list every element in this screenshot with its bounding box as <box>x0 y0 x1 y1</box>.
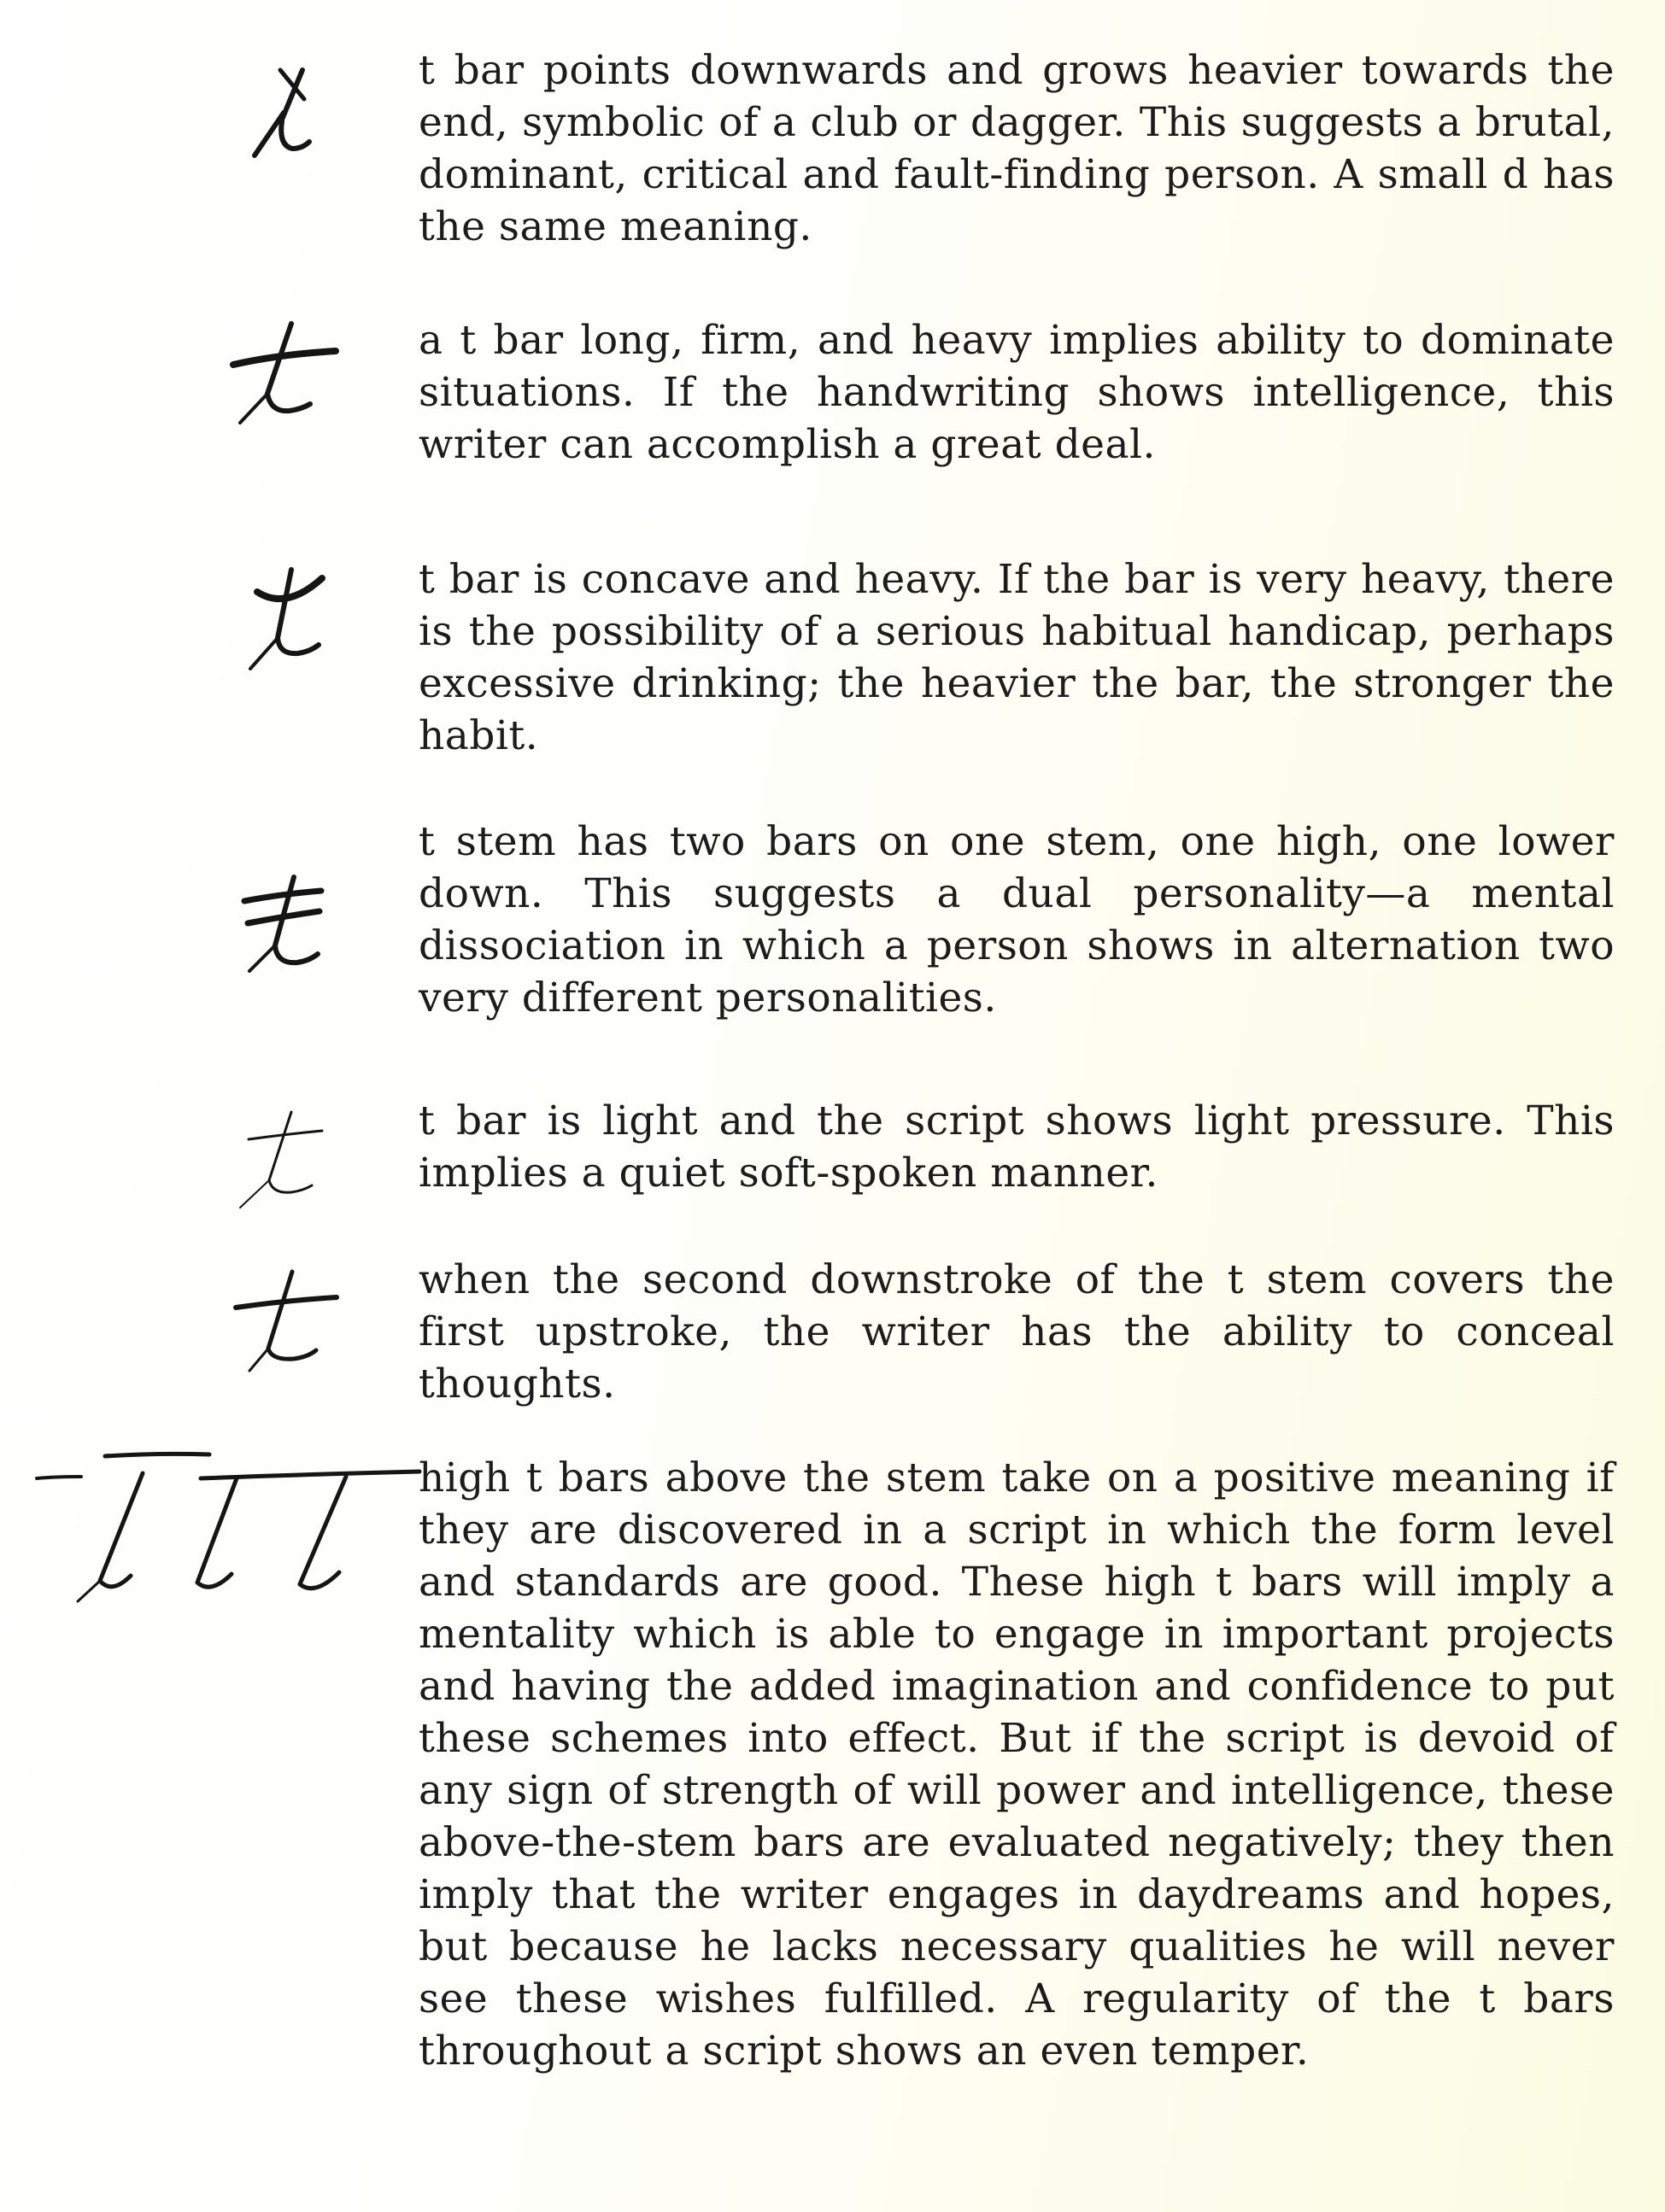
dagger-t-bar-icon <box>231 60 342 171</box>
covered-stem-t-icon <box>220 1260 349 1379</box>
entry-dagger-t-bar <box>419 44 1615 253</box>
light-t-bar-icon <box>218 1102 337 1213</box>
entry-concave-t-bar <box>419 553 1615 762</box>
entry-text: high t bars above the stem take on a positive meaning if they are discovered in a script in which the form level and standards are good. These high t bars will imply a mentality which is able to engage in important projects and having the added imagination and confidence to put these schemes into effect. But if the script is devoid of any sign of strength of will power and intelligence, these above-the-stem bars are evaluated negatively; they then imply that the writer engages in daydreams and hopes, but because he lacks necessary qualities he will never see these wishes fulfilled. A regularity of the t bars throughout a script shows an even temper. <box>419 1454 1615 2074</box>
entry-double-t-bar <box>419 816 1615 1024</box>
entry-text: t stem has two bars on one stem, one high, one lower down. This suggests a dual personality—a mental dissociation in which a person shows in alternation two very different personalities. <box>419 818 1615 1021</box>
high-t-bars-icon <box>30 1448 423 1618</box>
entry-text: t bar points downwards and grows heavier towards the end, symbolic of a club or dagger. This suggests a brutal, dominant, critical and fault-finding person. A small d has the same meaning. <box>419 47 1615 250</box>
concave-t-bar-icon <box>226 559 346 679</box>
double-t-bar-icon <box>229 867 340 978</box>
entry-text: t bar is concave and heavy. If the bar is very heavy, there is the possibility of a serious habitual handicap, perhaps excessive drinking; the heavier the bar, the stronger the habit. <box>419 556 1615 759</box>
heavy-t-bar-icon <box>218 312 346 431</box>
entry-heavy-t-bar <box>419 314 1615 471</box>
entry-text: a t bar long, firm, and heavy implies ability to dominate situations. If the handwriting shows intelligence, this writer can accomplish a great deal. <box>419 317 1615 468</box>
entry-light-t-bar <box>419 1095 1615 1199</box>
entry-covered-stem-t <box>419 1254 1615 1410</box>
entry-text: t bar is light and the script shows light pressure. This implies a quiet soft-spoken manner. <box>419 1097 1615 1197</box>
entry-text: when the second downstroke of the t stem covers the first upstroke, the writer has the ability to conceal thoughts. <box>419 1256 1615 1407</box>
entry-high-t-bars <box>419 1452 1615 2077</box>
